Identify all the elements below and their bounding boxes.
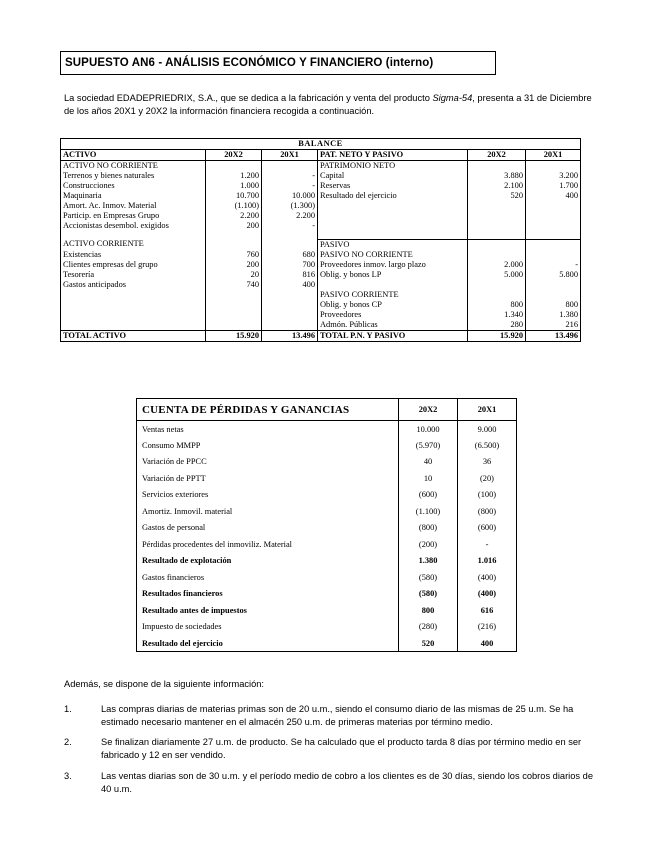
income-statement-cell: Amortiz. Inmovil. material	[137, 503, 399, 520]
balance-cell: Capital	[318, 171, 468, 181]
balance-row	[61, 221, 581, 231]
income-statement-cell: 616	[458, 602, 517, 619]
intro-paragraph: La sociedad EDADEPRIEDRIX, S.A., que se dedica a la fabricación y venta del producto Sigma-54, presenta a 31 de Diciembre de los años 20X1 y 20X2 la información financiera recogida a continuación.	[64, 93, 592, 116]
balance-cell: Admón. Públicas	[318, 320, 468, 331]
balance-cell: ACTIVO NO CORRIENTE	[61, 161, 206, 172]
note-number: 1.	[64, 704, 72, 714]
balance-cell	[262, 320, 318, 331]
balance-cell: Oblig. y bonos LP	[318, 270, 468, 280]
balance-cell	[526, 290, 581, 300]
balance-cell	[262, 161, 318, 172]
balance-cell	[262, 290, 318, 300]
balance-cell	[468, 250, 526, 260]
balance-cell: Construcciones	[61, 181, 206, 191]
balance-cell: PASIVO NO CORRIENTE	[318, 250, 468, 260]
income-statement-row	[137, 454, 517, 471]
balance-cell: 2.000	[468, 260, 526, 270]
balance-cell: 1.200	[206, 171, 262, 181]
balance-cell	[318, 231, 468, 239]
balance-cell: 400	[526, 191, 581, 201]
note-number: 3.	[64, 771, 72, 781]
balance-cell: Proveedores	[318, 310, 468, 320]
balance-cell: PASIVO CORRIENTE	[318, 290, 468, 300]
balance-cell: (1.300)	[262, 201, 318, 211]
balance-cell: Accionistas desembol. exigidos	[61, 221, 206, 231]
balance-row	[61, 280, 581, 290]
balance-cell: Resultado del ejercicio	[318, 191, 468, 201]
income-statement-cell: Pérdidas procedentes del inmoviliz. Material	[137, 536, 399, 553]
balance-cell	[468, 280, 526, 290]
balance-cell: 2.200	[262, 211, 318, 221]
income-statement-header: CUENTA DE PÉRDIDAS Y GANANCIAS 20X2 20X1	[137, 399, 517, 421]
balance-cell	[262, 231, 318, 239]
balance-row	[61, 239, 581, 250]
balance-cell: Oblig. y bonos CP	[318, 300, 468, 310]
income-statement-cell: Resultado antes de impuestos	[137, 602, 399, 619]
income-statement-cell: 1.380	[399, 553, 458, 570]
balance-cell: 3.880	[468, 171, 526, 181]
balance-cell	[468, 161, 526, 172]
balance-cell: Terrenos y bienes naturales	[61, 171, 206, 181]
balance-cell: 816	[262, 270, 318, 280]
balance-row	[61, 191, 581, 201]
income-statement-cell: 1.016	[458, 553, 517, 570]
balance-cell	[206, 231, 262, 239]
balance-row	[61, 310, 581, 320]
balance-cell	[61, 320, 206, 331]
balance-cell	[262, 310, 318, 320]
balance-cell: 3.200	[526, 171, 581, 181]
exercise-title: SUPUESTO AN6 - ANÁLISIS ECONÓMICO Y FINANCIERO (interno)	[60, 51, 496, 75]
balance-cell	[468, 211, 526, 221]
balance-cell: (1.100)	[206, 201, 262, 211]
balance-cell: Particip. en Empresas Grupo	[61, 211, 206, 221]
balance-cell: 280	[468, 320, 526, 331]
balance-cell: -	[262, 171, 318, 181]
balance-row	[61, 171, 581, 181]
balance-cell: 5.000	[468, 270, 526, 280]
income-statement-cell: Variación de PPCC	[137, 454, 399, 471]
income-statement-table	[136, 398, 517, 652]
balance-cell	[526, 211, 581, 221]
income-statement-cell: Variación de PPTT	[137, 470, 399, 487]
balance-cell	[206, 320, 262, 331]
balance-row	[61, 161, 581, 172]
income-statement-row	[137, 503, 517, 520]
note-item	[64, 703, 594, 728]
income-statement-cell: (5.970)	[399, 437, 458, 454]
balance-cell	[526, 280, 581, 290]
balance-cell	[206, 161, 262, 172]
income-statement-row	[137, 421, 517, 438]
balance-cell	[61, 310, 206, 320]
income-statement-cell: (800)	[399, 520, 458, 537]
balance-cell	[526, 221, 581, 231]
balance-cell	[61, 231, 206, 239]
balance-cell: PATRIMONIO NETO	[318, 161, 468, 172]
income-statement-row	[137, 586, 517, 603]
balance-row	[61, 231, 581, 239]
balance-cell	[468, 290, 526, 300]
balance-row	[61, 211, 581, 221]
balance-cell	[468, 221, 526, 231]
balance-cell: 2.100	[468, 181, 526, 191]
balance-cell: Proveedores inmov. largo plazo	[318, 260, 468, 270]
note-item	[64, 736, 594, 761]
balance-row	[61, 290, 581, 300]
balance-row	[61, 320, 581, 331]
income-statement-cell: (580)	[399, 586, 458, 603]
income-statement-cell: (200)	[399, 536, 458, 553]
balance-cell	[206, 310, 262, 320]
income-statement-cell: Ventas netas	[137, 421, 399, 438]
balance-table	[60, 138, 581, 342]
income-statement-cell: Gastos de personal	[137, 520, 399, 537]
balance-cell	[468, 239, 526, 250]
income-statement-cell: Consumo MMPP	[137, 437, 399, 454]
balance-cell: 1.340	[468, 310, 526, 320]
balance-cell	[206, 300, 262, 310]
income-statement-cell: (580)	[399, 569, 458, 586]
income-statement-cell: (280)	[399, 619, 458, 636]
income-statement-cell: (6.500)	[458, 437, 517, 454]
income-statement-row	[137, 619, 517, 636]
income-statement-cell: 36	[458, 454, 517, 471]
balance-cell: 5.800	[526, 270, 581, 280]
income-statement-row	[137, 536, 517, 553]
balance-cell	[61, 290, 206, 300]
income-statement-cell: Impuesto de sociedades	[137, 619, 399, 636]
balance-row	[61, 201, 581, 211]
income-statement-row	[137, 553, 517, 570]
balance-caption: BALANCE	[61, 139, 581, 150]
balance-cell: Clientes empresas del grupo	[61, 260, 206, 270]
balance-cell: -	[526, 260, 581, 270]
balance-cell: 200	[206, 221, 262, 231]
income-statement-row	[137, 602, 517, 619]
income-statement-cell: Resultados financieros	[137, 586, 399, 603]
balance-cell: Maquinaria	[61, 191, 206, 201]
income-statement-row	[137, 437, 517, 454]
balance-cell	[318, 211, 468, 221]
income-statement-cell: (20)	[458, 470, 517, 487]
income-statement-cell: 800	[399, 602, 458, 619]
balance-cell: 1.700	[526, 181, 581, 191]
balance-cell: 20	[206, 270, 262, 280]
balance-row	[61, 181, 581, 191]
income-statement-cell: 40	[399, 454, 458, 471]
income-statement-cell: -	[458, 536, 517, 553]
balance-cell: Existencias	[61, 250, 206, 260]
balance-cell: -	[262, 181, 318, 191]
income-statement-cell: 9.000	[458, 421, 517, 438]
notes-intro: Además, se dispone de la siguiente información:	[64, 679, 265, 689]
balance-cell	[526, 239, 581, 250]
income-statement-cell: 400	[458, 635, 517, 652]
income-statement-row	[137, 569, 517, 586]
balance-cell: -	[262, 221, 318, 231]
income-statement-cell: 10	[399, 470, 458, 487]
income-statement-cell: (600)	[458, 520, 517, 537]
balance-cell: 200	[206, 260, 262, 270]
balance-cell: Amort. Ac. Inmov. Material	[61, 201, 206, 211]
balance-cell	[526, 201, 581, 211]
balance-cell: Gastos anticipados	[61, 280, 206, 290]
income-statement-row	[137, 635, 517, 652]
balance-cell	[61, 300, 206, 310]
income-statement-cell: Gastos financieros	[137, 569, 399, 586]
balance-cell: 700	[262, 260, 318, 270]
balance-cell: 520	[468, 191, 526, 201]
balance-cell: ACTIVO CORRIENTE	[61, 239, 206, 250]
income-statement-cell: Resultado del ejercicio	[137, 635, 399, 652]
balance-cell	[262, 239, 318, 250]
balance-row	[61, 260, 581, 270]
balance-cell: 760	[206, 250, 262, 260]
balance-header-row: ACTIVO 20X2 20X1 PAT. NETO Y PASIVO 20X2 20X1	[61, 150, 581, 161]
balance-cell	[206, 239, 262, 250]
balance-cell: 2.200	[206, 211, 262, 221]
balance-cell	[262, 300, 318, 310]
balance-cell: 680	[262, 250, 318, 260]
income-statement-cell: (1.100)	[399, 503, 458, 520]
balance-cell: Tesorería	[61, 270, 206, 280]
note-text: Las ventas diarias son de 30 u.m. y el período medio de cobro a los clientes es de 30 días, siendo los cobros diarios de 40 u.m.	[101, 771, 593, 794]
balance-cell: 740	[206, 280, 262, 290]
balance-cell: 1.380	[526, 310, 581, 320]
balance-cell: 10.700	[206, 191, 262, 201]
balance-cell: 800	[468, 300, 526, 310]
income-statement-cell: (400)	[458, 586, 517, 603]
balance-cell: 400	[262, 280, 318, 290]
balance-total-row: TOTAL ACTIVO 15.920 13.496 TOTAL P.N. Y PASIVO 15.920 13.496	[61, 330, 581, 341]
balance-cell: 1.000	[206, 181, 262, 191]
balance-row	[61, 250, 581, 260]
income-statement-cell: (400)	[458, 569, 517, 586]
income-statement-cell: 10.000	[399, 421, 458, 438]
income-statement-cell: Resultado de explotación	[137, 553, 399, 570]
income-statement-cell: (100)	[458, 487, 517, 504]
balance-cell	[318, 280, 468, 290]
balance-cell	[206, 290, 262, 300]
income-statement-row	[137, 487, 517, 504]
balance-cell	[318, 201, 468, 211]
balance-cell	[526, 250, 581, 260]
income-statement-cell: (800)	[458, 503, 517, 520]
balance-cell: 800	[526, 300, 581, 310]
balance-cell	[526, 161, 581, 172]
balance-cell	[468, 201, 526, 211]
note-text: Se finalizan diariamente 27 u.m. de producto. Se ha calculado que el producto tarda 8 días por término medio en ser fabricado y 12 en ser vendido.	[101, 737, 582, 760]
balance-row	[61, 270, 581, 280]
income-statement-cell: 520	[399, 635, 458, 652]
balance-cell: 10.000	[262, 191, 318, 201]
note-item	[64, 770, 594, 795]
income-statement-row	[137, 470, 517, 487]
balance-cell	[318, 221, 468, 231]
note-number: 2.	[64, 737, 72, 747]
income-statement-cell: (216)	[458, 619, 517, 636]
balance-cell: 216	[526, 320, 581, 331]
balance-row	[61, 300, 581, 310]
balance-cell	[526, 231, 581, 239]
income-statement-cell: (600)	[399, 487, 458, 504]
note-text: Las compras diarias de materias primas son de 20 u.m., siendo el consumo diario de las mismas de 25 u.m. Se ha estimado necesario mantener en el almacén 250 u.m. de primeras materias por término medio.	[101, 704, 574, 727]
balance-cell: PASIVO	[318, 239, 468, 250]
balance-cell: Reservas	[318, 181, 468, 191]
income-statement-cell: Servicios exteriores	[137, 487, 399, 504]
income-statement-row	[137, 520, 517, 537]
balance-cell	[468, 231, 526, 239]
